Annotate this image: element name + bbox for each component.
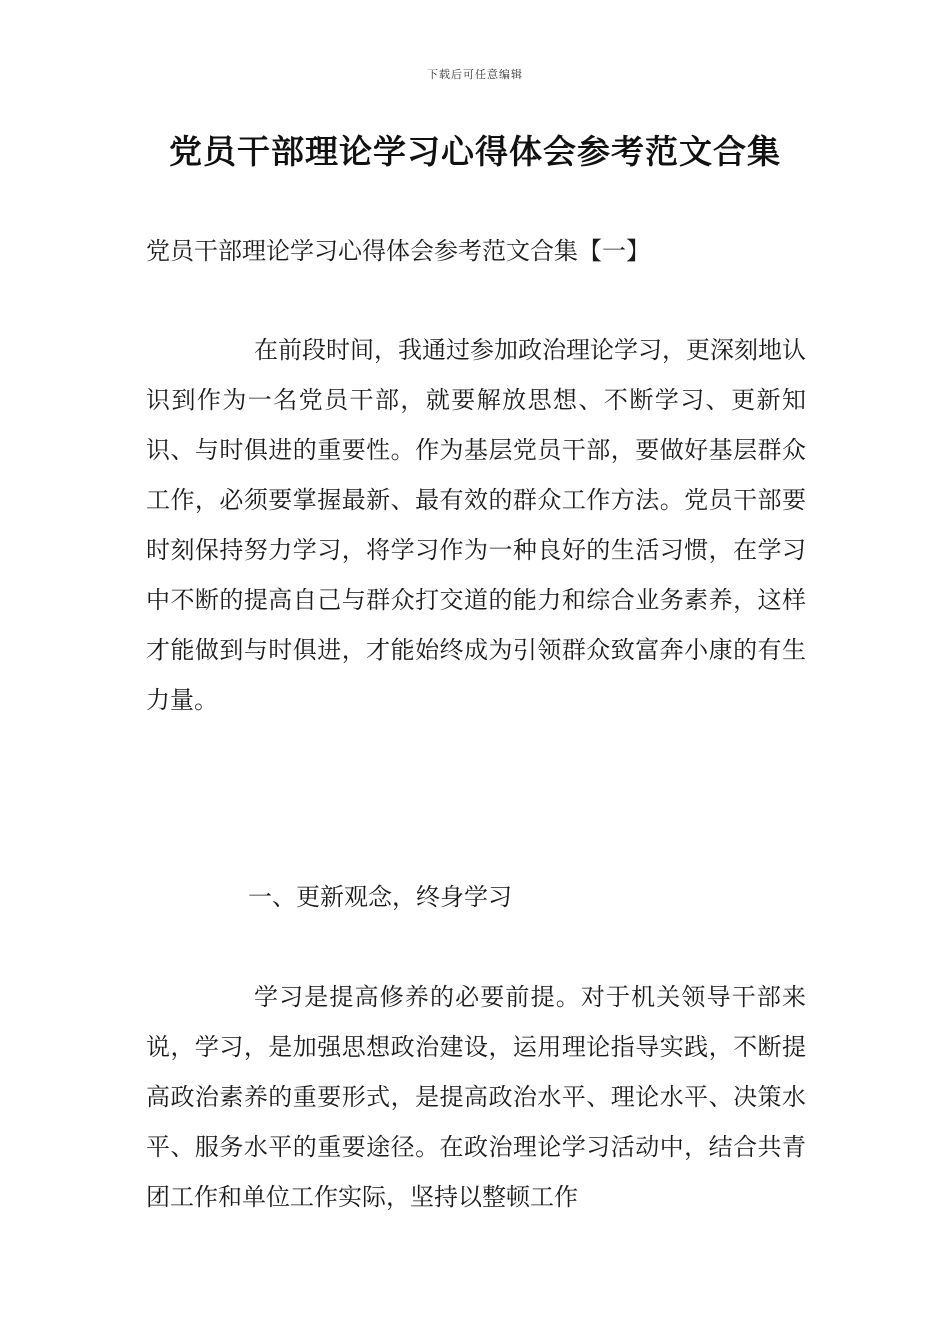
document-title: 党员干部理论学习心得体会参考范文合集 bbox=[169, 132, 781, 171]
body-paragraph-1: 在前段时间，我通过参加政治理论学习，更深刻地认识到作为一名党员干部，就要解放思想、不断学习、更新知识、与时俱进的重要性。作为基层党员干部，要做好基层群众工作，必须要掌握最新、最有效的群众工作方法。党员干部要时刻保持努力学习，将学习作为一种良好的生活习惯，在学习中不断的提高自己与群众打交道的能力和综合业务素养，这样才能做到与时俱进，才能始终成为引领群众致富奔小康的有生力量。 bbox=[146, 336, 806, 714]
document-subtitle: 党员干部理论学习心得体会参考范文合集【一】 bbox=[146, 237, 650, 265]
body-paragraph-2: 学习是提高修养的必要前提。对于机关领导干部来说，学习，是加强思想政治建设，运用理论指导实践，不断提高政治素养的重要形式，是提高政治水平、理论水平、决策水平、服务水平的重要途径。在政治理论学习活动中，结合共青团工作和单位工作实际，坚持以整顿工作 bbox=[146, 983, 806, 1211]
section-heading: 一、更新观念，终身学习 bbox=[248, 883, 512, 911]
header-note: 下载后可任意编辑 bbox=[427, 68, 523, 81]
